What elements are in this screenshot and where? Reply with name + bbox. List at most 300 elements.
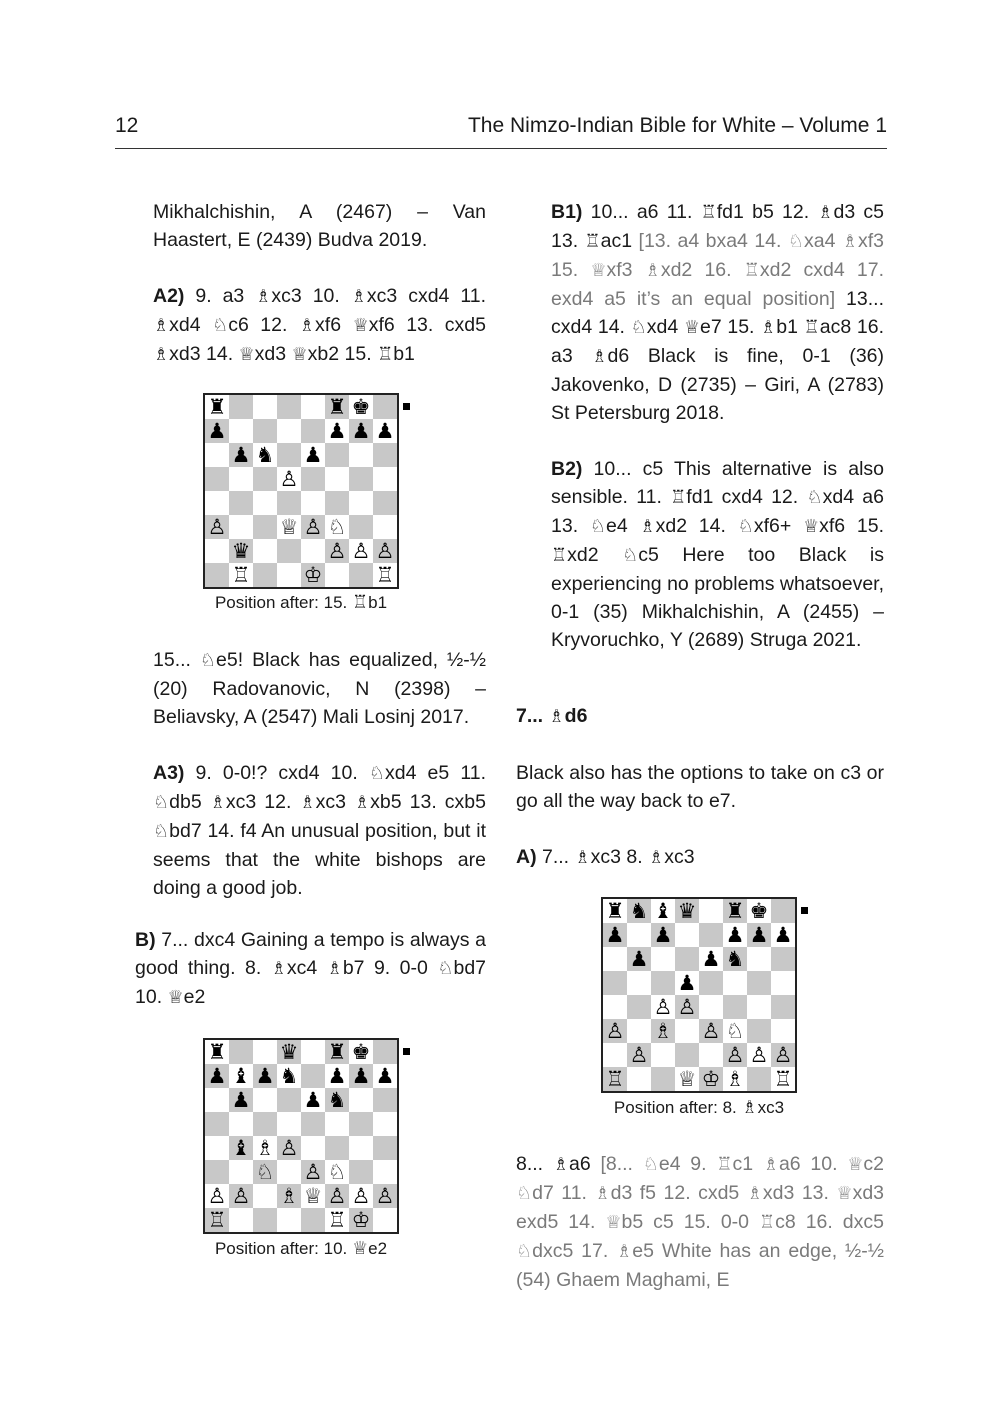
board-square — [205, 1208, 229, 1232]
board-square — [229, 515, 253, 539]
white-bishop-icon: ♗ — [279, 1183, 299, 1208]
white-pawn-icon: ♙ — [677, 994, 697, 1019]
board-square — [253, 1088, 277, 1112]
board-square — [675, 947, 699, 971]
board-square — [651, 947, 675, 971]
board-square — [675, 1043, 699, 1067]
side-to-move-marker — [801, 907, 808, 914]
board-square — [723, 1043, 747, 1067]
board-square — [253, 1136, 277, 1160]
board-square — [627, 1067, 651, 1091]
board-square — [349, 1112, 373, 1136]
board-square — [723, 1067, 747, 1091]
board-square — [301, 1208, 325, 1232]
chess-board-1 — [203, 393, 399, 589]
diagram-caption-3: Position after: 8. ♗xc3 — [613, 1097, 785, 1118]
board-square — [325, 1208, 349, 1232]
black-pawn-icon: ♟ — [303, 1087, 323, 1112]
board-square — [253, 515, 277, 539]
board-square — [747, 923, 771, 947]
board-square — [229, 1184, 253, 1208]
board-square — [373, 1184, 397, 1208]
white-pawn-icon: ♙ — [725, 1042, 745, 1067]
board-square — [253, 419, 277, 443]
black-rook-icon: ♜ — [327, 1039, 347, 1064]
black-pawn-icon: ♟ — [701, 946, 721, 971]
white-bishop-icon: ♗ — [725, 1066, 745, 1091]
board-square — [349, 1040, 373, 1064]
board-square — [373, 1160, 397, 1184]
board-square — [349, 491, 373, 515]
board-square — [349, 1184, 373, 1208]
side-to-move-marker — [403, 1048, 410, 1055]
line-label: B1) — [551, 201, 583, 223]
board-square — [771, 923, 795, 947]
board-square — [301, 443, 325, 467]
board-square — [205, 563, 229, 587]
board-square — [229, 419, 253, 443]
board-square — [325, 491, 349, 515]
black-pawn-icon: ♟ — [231, 1087, 251, 1112]
board-square — [229, 395, 253, 419]
board-square — [699, 899, 723, 923]
board-square — [301, 1160, 325, 1184]
board-square — [373, 491, 397, 515]
white-pawn-icon: ♙ — [279, 1135, 299, 1160]
board-square — [675, 995, 699, 1019]
board-square — [253, 1040, 277, 1064]
line-moves: 10... a6 11. ♖fd1 b5 12. ♗d3 c5 13. ♖ac1 [13. a4 bxa4 14. ♘xa4 ♗xf3 15. ♕xf3 ♗xd2 16. ♖xd2 cxd4 17. exd4 a5 it’s an equal position] 13... cxd4 14. ♘xd4 ♕e7 15. ♗b1 ♖ac8 16. a3 ♗d6 Black is fine, 0-1 (36) Jakovenko, D (2735) – Giri, A (2783) St Petersburg 2018. — [551, 201, 885, 424]
board-square — [277, 443, 301, 467]
black-knight-icon: ♞ — [725, 946, 745, 971]
board-square — [229, 443, 253, 467]
board-square — [205, 539, 229, 563]
board-square — [229, 491, 253, 515]
board-square — [349, 1064, 373, 1088]
white-rook-icon: ♖ — [605, 1066, 625, 1091]
board-square — [229, 563, 253, 587]
black-knight-icon: ♞ — [255, 442, 275, 467]
black-pawn-icon: ♟ — [629, 946, 649, 971]
black-knight-icon: ♞ — [327, 1087, 347, 1112]
board-square — [675, 923, 699, 947]
line-label: B2) — [551, 458, 583, 480]
board-square — [205, 467, 229, 491]
black-pawn-icon: ♟ — [207, 418, 227, 443]
board-square — [253, 1208, 277, 1232]
board-square — [277, 1112, 301, 1136]
black-pawn-icon: ♟ — [327, 418, 347, 443]
options-note: Black also has the options to take on c3 or go all the way back to e7. — [516, 762, 884, 812]
board-square — [603, 1067, 627, 1091]
main-move: 7... ♗d6 — [516, 705, 588, 727]
board-square — [373, 1208, 397, 1232]
board-square — [723, 899, 747, 923]
board-square — [277, 1064, 301, 1088]
board-square — [205, 1112, 229, 1136]
black-pawn-icon: ♟ — [725, 922, 745, 947]
board-square — [675, 1067, 699, 1091]
board-square — [277, 467, 301, 491]
white-pawn-icon: ♙ — [351, 538, 371, 563]
board-square — [627, 995, 651, 1019]
line-b — [135, 926, 486, 1012]
board-square — [325, 467, 349, 491]
right-text-block-2 — [516, 702, 884, 872]
black-rook-icon: ♜ — [207, 1039, 227, 1064]
board-square — [277, 1136, 301, 1160]
board-square — [301, 1136, 325, 1160]
line-moves: 7... dxc4 Gaining a tempo is always a good thing. 8. ♗xc4 ♗b7 9. 0-0 ♘bd7 10. ♕e2 — [135, 929, 487, 1008]
board-square — [349, 563, 373, 587]
board-square — [771, 1043, 795, 1067]
board-square — [253, 491, 277, 515]
board-square — [603, 971, 627, 995]
board-square — [747, 1019, 771, 1043]
board-square — [373, 1040, 397, 1064]
board-square — [651, 1019, 675, 1043]
board-square — [205, 1136, 229, 1160]
board-square — [229, 1136, 253, 1160]
black-pawn-icon: ♟ — [303, 442, 323, 467]
board-square — [253, 443, 277, 467]
side-to-move-marker — [403, 403, 410, 410]
board-square — [771, 995, 795, 1019]
board-square — [253, 539, 277, 563]
white-pawn-icon: ♙ — [303, 1159, 323, 1184]
white-knight-icon: ♘ — [255, 1159, 275, 1184]
board-square — [253, 1184, 277, 1208]
white-pawn-icon: ♙ — [653, 994, 673, 1019]
line-b2 — [551, 455, 884, 654]
board-square — [253, 563, 277, 587]
white-pawn-icon: ♙ — [303, 514, 323, 539]
board-square — [229, 1208, 253, 1232]
board-square — [325, 515, 349, 539]
black-queen-icon: ♛ — [231, 538, 251, 563]
black-king-icon: ♚ — [351, 1039, 371, 1064]
white-knight-icon: ♘ — [327, 1159, 347, 1184]
board-square — [229, 539, 253, 563]
board-square — [699, 1019, 723, 1043]
board-square — [349, 1208, 373, 1232]
board-square — [627, 947, 651, 971]
line-label: A) — [516, 846, 537, 868]
board-square — [747, 1067, 771, 1091]
board-square — [349, 539, 373, 563]
board-square — [603, 899, 627, 923]
board-square — [699, 947, 723, 971]
black-pawn-icon: ♟ — [327, 1063, 347, 1088]
board-square — [373, 539, 397, 563]
board-square — [301, 1112, 325, 1136]
board-square — [771, 1019, 795, 1043]
board-square — [205, 443, 229, 467]
line-a — [516, 843, 884, 872]
white-pawn-icon: ♙ — [207, 1183, 227, 1208]
board-square — [205, 1064, 229, 1088]
board-square — [373, 515, 397, 539]
board-square — [771, 1067, 795, 1091]
black-pawn-icon: ♟ — [375, 418, 395, 443]
board-square — [651, 1043, 675, 1067]
line-a3 — [153, 759, 486, 902]
board-square — [325, 395, 349, 419]
black-knight-icon: ♞ — [629, 898, 649, 923]
board-square — [205, 1088, 229, 1112]
board-square — [205, 1040, 229, 1064]
board-square — [603, 1019, 627, 1043]
board-square — [651, 971, 675, 995]
board-square — [325, 563, 349, 587]
board-square — [253, 467, 277, 491]
black-rook-icon: ♜ — [327, 394, 347, 419]
board-square — [325, 1040, 349, 1064]
black-pawn-icon: ♟ — [605, 922, 625, 947]
board-square — [277, 1088, 301, 1112]
board-square — [253, 1064, 277, 1088]
white-rook-icon: ♖ — [207, 1207, 227, 1232]
board-square — [277, 515, 301, 539]
black-pawn-icon: ♟ — [749, 922, 769, 947]
left-text-block-3 — [135, 926, 486, 1012]
chess-board-2 — [203, 1038, 399, 1234]
white-pawn-icon: ♙ — [629, 1042, 649, 1067]
board-square — [205, 419, 229, 443]
right-text-block-1 — [551, 198, 884, 654]
board-square — [325, 1064, 349, 1088]
black-pawn-icon: ♟ — [677, 970, 697, 995]
board-square — [603, 947, 627, 971]
black-pawn-icon: ♟ — [653, 922, 673, 947]
board-square — [349, 419, 373, 443]
board-square — [301, 419, 325, 443]
page-number: 12 — [115, 114, 139, 137]
board-square — [277, 1208, 301, 1232]
running-header — [115, 112, 887, 149]
board-square — [675, 899, 699, 923]
board-square — [229, 1064, 253, 1088]
board-square — [229, 1112, 253, 1136]
black-pawn-icon: ♟ — [773, 922, 793, 947]
running-title: The Nimzo-Indian Bible for White – Volume 1 — [467, 114, 887, 137]
black-queen-icon: ♛ — [279, 1039, 299, 1064]
board-square — [603, 923, 627, 947]
board-square — [229, 1040, 253, 1064]
white-king-icon: ♔ — [701, 1066, 721, 1091]
black-rook-icon: ♜ — [725, 898, 745, 923]
board-square — [205, 1160, 229, 1184]
board-square — [373, 1112, 397, 1136]
board-square — [301, 515, 325, 539]
board-square — [747, 899, 771, 923]
line-label: A2) — [153, 285, 185, 307]
white-knight-icon: ♘ — [725, 1018, 745, 1043]
board-square — [627, 923, 651, 947]
board-square — [627, 971, 651, 995]
black-pawn-icon: ♟ — [255, 1063, 275, 1088]
black-pawn-icon: ♟ — [231, 442, 251, 467]
board-square — [603, 995, 627, 1019]
board-square — [277, 419, 301, 443]
board-square — [699, 923, 723, 947]
left-text-block-2 — [153, 646, 486, 902]
board-square — [325, 539, 349, 563]
white-pawn-icon: ♙ — [375, 538, 395, 563]
white-rook-icon: ♖ — [327, 1207, 347, 1232]
black-pawn-icon: ♟ — [351, 1063, 371, 1088]
game-reference: Mikhalchishin, A (2467) – Van Haastert, E (2439) Budva 2019. — [153, 201, 486, 251]
black-pawn-icon: ♟ — [351, 418, 371, 443]
board-square — [301, 467, 325, 491]
chess-board-3 — [601, 897, 797, 1093]
board-square — [699, 971, 723, 995]
board-square — [205, 491, 229, 515]
board-square — [205, 515, 229, 539]
board-square — [771, 947, 795, 971]
board-square — [325, 1184, 349, 1208]
black-king-icon: ♚ — [749, 898, 769, 923]
board-square — [627, 1019, 651, 1043]
black-king-icon: ♚ — [351, 394, 371, 419]
line-a2 — [153, 282, 486, 369]
black-bishop-icon: ♝ — [653, 898, 673, 923]
board-square — [301, 563, 325, 587]
board-square — [675, 971, 699, 995]
black-bishop-icon: ♝ — [231, 1135, 251, 1160]
board-square — [253, 395, 277, 419]
board-square — [747, 971, 771, 995]
board-square — [229, 1160, 253, 1184]
board-square — [627, 899, 651, 923]
board-square — [349, 467, 373, 491]
white-rook-icon: ♖ — [231, 562, 251, 587]
board-square — [723, 1019, 747, 1043]
board-square — [325, 1160, 349, 1184]
board-square — [723, 995, 747, 1019]
board-square — [771, 899, 795, 923]
board-square — [373, 1064, 397, 1088]
board-square — [253, 1112, 277, 1136]
white-pawn-icon: ♙ — [327, 1183, 347, 1208]
board-square — [205, 395, 229, 419]
board-square — [325, 419, 349, 443]
line-b1 — [551, 198, 884, 427]
line-moves: 10... c5 This alternative is also sensible. 11. ♖fd1 cxd4 12. ♘xd4 a6 13. ♘e4 ♗xd2 14. ♘xf6+ ♕xf6 15. ♖xd2 ♘c5 Here too Black is experiencing no problems whatsoever, 0-1 (35) Mikhalchishin, A (2455) – Kryvoruchko, Y (2689) Struga 2021. — [551, 458, 885, 651]
white-knight-icon: ♘ — [327, 514, 347, 539]
white-rook-icon: ♖ — [375, 562, 395, 587]
board-square — [603, 1043, 627, 1067]
white-pawn-icon: ♙ — [207, 514, 227, 539]
board-square — [747, 1043, 771, 1067]
line-moves: 9. a3 ♗xc3 10. ♗xc3 cxd4 11. ♗xd4 ♘c6 12. ♗xf6 ♕xf6 13. cxd5 ♗xd3 14. ♕xd3 ♕xb2 15. ♖b1 — [153, 285, 487, 365]
board-square — [277, 1184, 301, 1208]
board-square — [675, 1019, 699, 1043]
board-square — [699, 995, 723, 1019]
board-square — [373, 419, 397, 443]
board-square — [373, 1136, 397, 1160]
black-pawn-icon: ♟ — [375, 1063, 395, 1088]
white-pawn-icon: ♙ — [605, 1018, 625, 1043]
board-square — [277, 491, 301, 515]
board-square — [349, 1136, 373, 1160]
black-knight-icon: ♞ — [279, 1063, 299, 1088]
board-square — [373, 1088, 397, 1112]
black-rook-icon: ♜ — [605, 898, 625, 923]
board-square — [301, 1088, 325, 1112]
board-square — [373, 563, 397, 587]
white-pawn-icon: ♙ — [279, 466, 299, 491]
white-pawn-icon: ♙ — [749, 1042, 769, 1067]
board-square — [301, 491, 325, 515]
board-square — [325, 1136, 349, 1160]
board-square — [301, 1040, 325, 1064]
white-king-icon: ♔ — [351, 1207, 371, 1232]
board-square — [771, 971, 795, 995]
black-rook-icon: ♜ — [207, 394, 227, 419]
line-a-continuation: 8... ♗a6 [8... ♘e4 9. ♖c1 ♗a6 10. ♕c2 ♘d7 11. ♗d3 f5 12. cxd5 ♗xd3 13. ♕xd3 exd5 14. ♕b5 c5 15. 0-0 ♖c8 16. dxc5 ♘dxc5 17. ♗e5 White has an edge, ½-½ (54) Ghaem Maghami, E — [516, 1153, 885, 1291]
white-pawn-icon: ♙ — [701, 1018, 721, 1043]
board-square — [699, 1043, 723, 1067]
diagram-caption-2: Position after: 10. ♕e2 — [214, 1238, 388, 1259]
white-bishop-icon: ♗ — [653, 1018, 673, 1043]
black-pawn-icon: ♟ — [207, 1063, 227, 1088]
board-square — [229, 1088, 253, 1112]
right-text-block-3 — [516, 1150, 884, 1294]
board-square — [699, 1067, 723, 1091]
board-square — [349, 443, 373, 467]
board-square — [373, 395, 397, 419]
board-square — [349, 1160, 373, 1184]
board-square — [325, 443, 349, 467]
board-square — [349, 395, 373, 419]
black-queen-icon: ♛ — [677, 898, 697, 923]
line-moves: 7... ♗xc3 8. ♗xc3 — [536, 846, 695, 868]
board-square — [373, 467, 397, 491]
white-pawn-icon: ♙ — [231, 1183, 251, 1208]
continuation: 15... ♘e5! Black has equalized, ½-½ (20) Radovanovic, N (2398) – Beliavsky, A (2547) Mali Losinj 2017. — [153, 649, 486, 728]
line-label: A3) — [153, 762, 185, 784]
line-moves: 9. 0-0!? cxd4 10. ♘xd4 e5 11. ♘db5 ♗xc3 12. ♗xc3 ♗xb5 13. cxb5 ♘bd7 14. f4 An unusual position, but it seems that the white bishops are doing a good job. — [153, 762, 486, 899]
white-pawn-icon: ♙ — [773, 1042, 793, 1067]
board-square — [253, 1160, 277, 1184]
board-square — [301, 539, 325, 563]
board-square — [277, 1040, 301, 1064]
board-square — [205, 1184, 229, 1208]
white-pawn-icon: ♙ — [375, 1183, 395, 1208]
board-square — [277, 395, 301, 419]
white-pawn-icon: ♙ — [351, 1183, 371, 1208]
white-rook-icon: ♖ — [773, 1066, 793, 1091]
white-pawn-icon: ♙ — [327, 538, 347, 563]
board-square — [325, 1112, 349, 1136]
board-square — [747, 995, 771, 1019]
board-square — [651, 1067, 675, 1091]
left-text-block-1 — [153, 198, 486, 369]
board-square — [229, 467, 253, 491]
board-square — [723, 923, 747, 947]
white-queen-icon: ♕ — [279, 514, 299, 539]
black-bishop-icon: ♝ — [231, 1063, 251, 1088]
board-square — [747, 947, 771, 971]
board-square — [651, 995, 675, 1019]
white-queen-icon: ♕ — [303, 1183, 323, 1208]
board-square — [349, 1088, 373, 1112]
board-square — [301, 395, 325, 419]
board-square — [627, 1043, 651, 1067]
board-square — [651, 899, 675, 923]
board-square — [325, 1088, 349, 1112]
